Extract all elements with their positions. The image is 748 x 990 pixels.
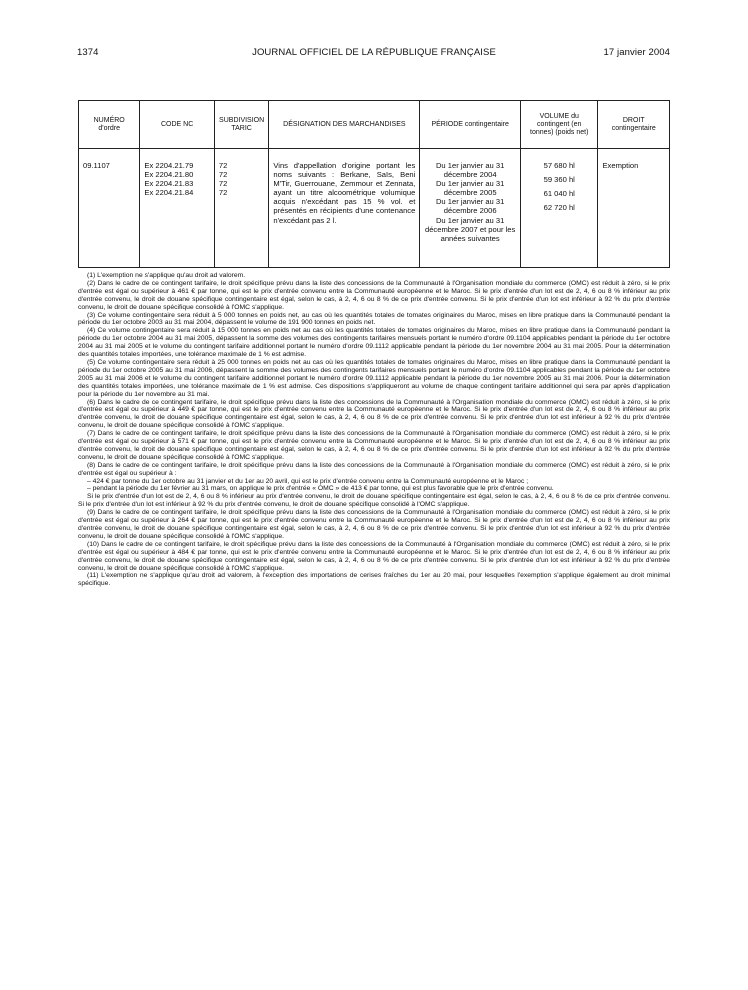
- footnote-2: (2) Dans le cadre de ce contingent tarifaire, le droit spécifique prévu dans la liste des concessions de la Communauté à l'Organisation mondiale du commerce (OMC) est réduit à zéro, si le prix d'entrée est égal ou supérieur à 461 € par tonne, qui est le prix d'entrée convenu entre la Communauté européenne et le Maroc. Si le prix d'entrée d'un lot est de 2, 4, 6 ou 8 % inférieur au prix d'entrée convenu, le droit de douane spécifique contingentaire est égal, selon le cas, à 2, 4, 6 ou 8 % de ce prix d'entrée convenu. Si le prix d'entrée d'un lot est inférieur à 92 % du prix d'entrée convenu, le droit de douane spécifique consolidé à l'OMC s'applique.: [78, 279, 670, 311]
- footnote-7: (7) Dans le cadre de ce contingent tarifaire, le droit spécifique prévu dans la liste des concessions de la Communauté à l'Organisation mondiale du commerce (OMC) est réduit à zéro, si le prix d'entrée est égal ou supérieur à 571 € par tonne, qui est le prix d'entrée convenu entre la Communauté européenne et le Maroc. Si le prix d'entrée d'un lot est de 2, 4, 6 ou 8 % inférieur au prix d'entrée convenu, le droit de douane spécifique contingentaire est égal, selon le cas, à 2, 4, 6 ou 8 % de ce prix d'entrée convenu. Si le prix d'entrée d'un lot est inférieur à 92 % du prix d'entrée convenu, le droit de douane spécifique consolidé à l'OMC s'applique.: [78, 430, 670, 461]
- code-nc-2: Ex 2204.21.80: [144, 170, 194, 180]
- cell-periodes: [420, 149, 521, 268]
- header-code-nc: CODE NC: [140, 101, 214, 149]
- issue-date: 17 janvier 2004: [603, 47, 670, 58]
- footnote-9: (9) Dans le cadre de ce contingent tarifaire, le droit spécifique prévu dans la liste des concessions de la Communauté à l'Organisation mondiale du commerce (OMC) est réduit à zéro, si le prix d'entrée est égal ou supérieur à 264 € par tonne, qui est le prix d'entrée convenu entre la Communauté européenne et le Maroc. Si le prix d'entrée d'un lot est de 2, 4, 6 ou 8 % inférieur au prix d'entrée convenu, le droit de douane spécifique contingentaire est égal, selon le cas, à 2, 4, 6 ou 8 % de ce prix d'entrée convenu. Si le prix d'entrée d'un lot est inférieur à 92 % du prix d'entrée convenu, le droit de douane spécifique consolidé à l'OMC s'applique.: [78, 509, 670, 540]
- footnote-5: (5) Ce volume contingentaire sera réduit à 25 000 tonnes en poids net au cas où les quantités totales de tomates originaires du Maroc, mises en libre pratique dans la Communauté pendant la période du 1er octobre 2005 au 31 mai 2006, dépassent la somme des volumes des contingents tarifaires mensuels portant le numéro d'ordre 09.1104 applicables pendant la période du 1er octobre 2005 au 31 mai 2006 et le volume du contingent tarifaire additionnel portant le numéro d'ordre 09.1112 applicable pendant la période du 1er novembre 2005 au 31 mai 2006. Pour la détermination des quantités totales importées, une tolérance maximale de 1 % est admise. Ces dispositions s'appliqueront au volume de chaque contingent tarifaire additionnel qui sera par après d'application pour la période du 1er novembre au 31 mai.: [78, 358, 670, 398]
- header-volume: VOLUME du contingent (en tonnes) (poids net): [520, 101, 598, 149]
- footnote-8-dash-2: – pendant la période du 1er février au 31 mars, on applique le prix d'entrée « OMC » de 413 € par tonne, qui est plus favorable que le prix d'entrée convenu.: [87, 485, 554, 493]
- cell-numero: 09.1107: [79, 149, 140, 268]
- footnote-10: (10) Dans le cadre de ce contingent tarifaire, le droit spécifique prévu dans la liste des concessions de la Communauté à l'Organisation mondiale du commerce (OMC) est réduit à zéro, si le prix d'entrée est égal ou supérieur à 484 € par tonne, qui est le prix d'entrée convenu entre la Communauté européenne et le Maroc. Si le prix d'entrée d'un lot est de 2, 4, 6 ou 8 % inférieur au prix d'entrée convenu, le droit de douane spécifique contingentaire est égal, selon le cas, à 2, 4, 6 ou 8 % de ce prix d'entrée convenu. Si le prix d'entrée d'un lot est inférieur à 92 % du prix d'entrée convenu, le droit de douane spécifique consolidé à l'OMC s'applique.: [78, 540, 670, 572]
- table-row: [79, 149, 670, 268]
- periode-3: Du 1er janvier au 31 décembre 2006: [435, 197, 505, 216]
- header-periode: PÉRIODE contingentaire: [420, 101, 521, 149]
- cell-volumes: [520, 149, 598, 268]
- footnote-8: (8) Dans le cadre de ce contingent tarifaire, le droit spécifique prévu dans la liste des concessions de la Communauté à l'Organisation mondiale du commerce (OMC) est réduit à zéro, si le prix d'entrée est égal ou supérieur à :: [78, 461, 670, 477]
- footnote-1: (1) L'exemption ne s'applique qu'au droit ad valorem.: [87, 272, 246, 279]
- code-nc-1: Ex 2204.21.79: [144, 161, 194, 170]
- cell-subdivisions: [214, 149, 268, 268]
- footnote-8-dash-1: – 424 € par tonne du 1er octobre au 31 janvier et du 1er au 20 avril, qui est le prix d'entrée convenu entre la Communauté européenne et le Maroc ;: [87, 477, 529, 485]
- header-subdivision: SUBDIVISION TARIC: [214, 101, 268, 149]
- code-nc-3: Ex 2204.21.83: [144, 179, 194, 189]
- footnote-8-continued: Si le prix d'entrée d'un lot est de 2, 4, 6 ou 8 % inférieur au prix d'entrée convenu, le droit de douane spécifique contingentaire est égal, selon le cas, à 2, 4, 6 ou 8 % de ce prix d'entrée convenu. Si le prix d'entrée d'un lot est inférieur à 92 % du prix d'entrée convenu, le droit de douane spécifique consolidé à l'OMC s'applique.: [78, 493, 670, 509]
- cell-designation: Vins d'appellation d'origine portant les noms suivants : Berkane, Saïs, Beni M'Tir, Guerrouane, Zemmour et Zennata, ayant un titre alcoométrique volumique acquis n'excédant pas 15 % vol. et présentés en récipients d'une contenance n'excédant pas 2 l.: [269, 149, 420, 268]
- footnote-11: (11) L'exemption ne s'applique qu'au droit ad valorem, à l'exception des importations de cerises fraîches du 1er au 20 mai, pour lesquelles l'exemption s'applique également au droit minimal spécifique.: [78, 572, 670, 588]
- footnote-3: (3) Ce volume contingentaire sera réduit à 5 000 tonnes en poids net, au cas où les quantités totales de tomates originaires du Maroc, mises en libre pratique dans la Communauté pendant la période du 1er octobre 2003 au 31 mai 2004, dépassent le volume de 191 900 tonnes en poids net.: [78, 311, 670, 327]
- header-droit: DROIT contingentaire: [598, 101, 670, 149]
- tariff-quota-table: [78, 100, 670, 268]
- volume-2: 59 360 hl: [543, 175, 575, 185]
- page-number: 1374: [77, 47, 99, 58]
- periode-1: Du 1er janvier au 31 décembre 2004: [435, 161, 505, 180]
- cell-droit: Exemption: [598, 149, 670, 268]
- subdivision-1: 72: [218, 161, 228, 170]
- header-designation: DÉSIGNATION DES MARCHANDISES: [269, 101, 420, 149]
- journal-title: JOURNAL OFFICIEL DE LA RÉPUBLIQUE FRANÇAISE: [252, 47, 496, 58]
- volume-1: 57 680 hl: [543, 161, 575, 170]
- periode-2: Du 1er janvier au 31 décembre 2005: [435, 179, 505, 198]
- subdivision-4: 72: [218, 188, 228, 198]
- volume-4: 62 720 hl: [543, 203, 575, 213]
- footnotes: [78, 272, 670, 588]
- cell-codes: [140, 149, 214, 268]
- volume-3: 61 040 hl: [543, 189, 575, 199]
- footnote-4: (4) Ce volume contingentaire sera réduit à 15 000 tonnes en poids net au cas où les quantités totales de tomates originaires du Maroc, mises en libre pratique dans la Communauté pendant la période du 1er octobre 2004 au 31 mai 2005, dépassent la somme des volumes des contingents tarifaires mensuels portant le numéro d'ordre 09.1104 applicables pendant la période du 1er octobre 2004 au 31 mai 2005 et le volume du contingent tarifaire additionnel portant le numéro d'ordre 09.1112 applicable pendant la période du 1er novembre 2004 au 31 mai 2005. Pour la détermination des quantités totales importées, une tolérance maximale de 1 % est admise.: [78, 327, 670, 359]
- subdivision-3: 72: [218, 179, 228, 189]
- footnote-6: (6) Dans le cadre de ce contingent tarifaire, le droit spécifique prévu dans la liste des concessions de la Communauté à l'Organisation mondiale du commerce (OMC) est réduit à zéro, si le prix d'entrée est égal ou supérieur à 449 € par tonne, qui est le prix d'entrée convenu entre la Communauté européenne et le Maroc. Si le prix d'entrée d'un lot est de 2, 4, 6 ou 8 % inférieur au prix d'entrée convenu, le droit de douane spécifique contingentaire est égal, selon le cas, à 2, 4, 6 ou 8 % de ce prix d'entrée convenu. Si le prix d'entrée d'un lot est inférieur à 92 % du prix d'entrée convenu, le droit de douane spécifique consolidé à l'OMC s'applique.: [78, 398, 670, 430]
- periode-4: Du 1er janvier au 31 décembre 2007 et pour les années suivantes: [424, 215, 516, 243]
- code-nc-4: Ex 2204.21.84: [144, 188, 194, 198]
- subdivision-2: 72: [218, 170, 228, 180]
- table-header-row: [79, 101, 670, 149]
- header-numero: NUMÉRO d'ordre: [79, 101, 140, 149]
